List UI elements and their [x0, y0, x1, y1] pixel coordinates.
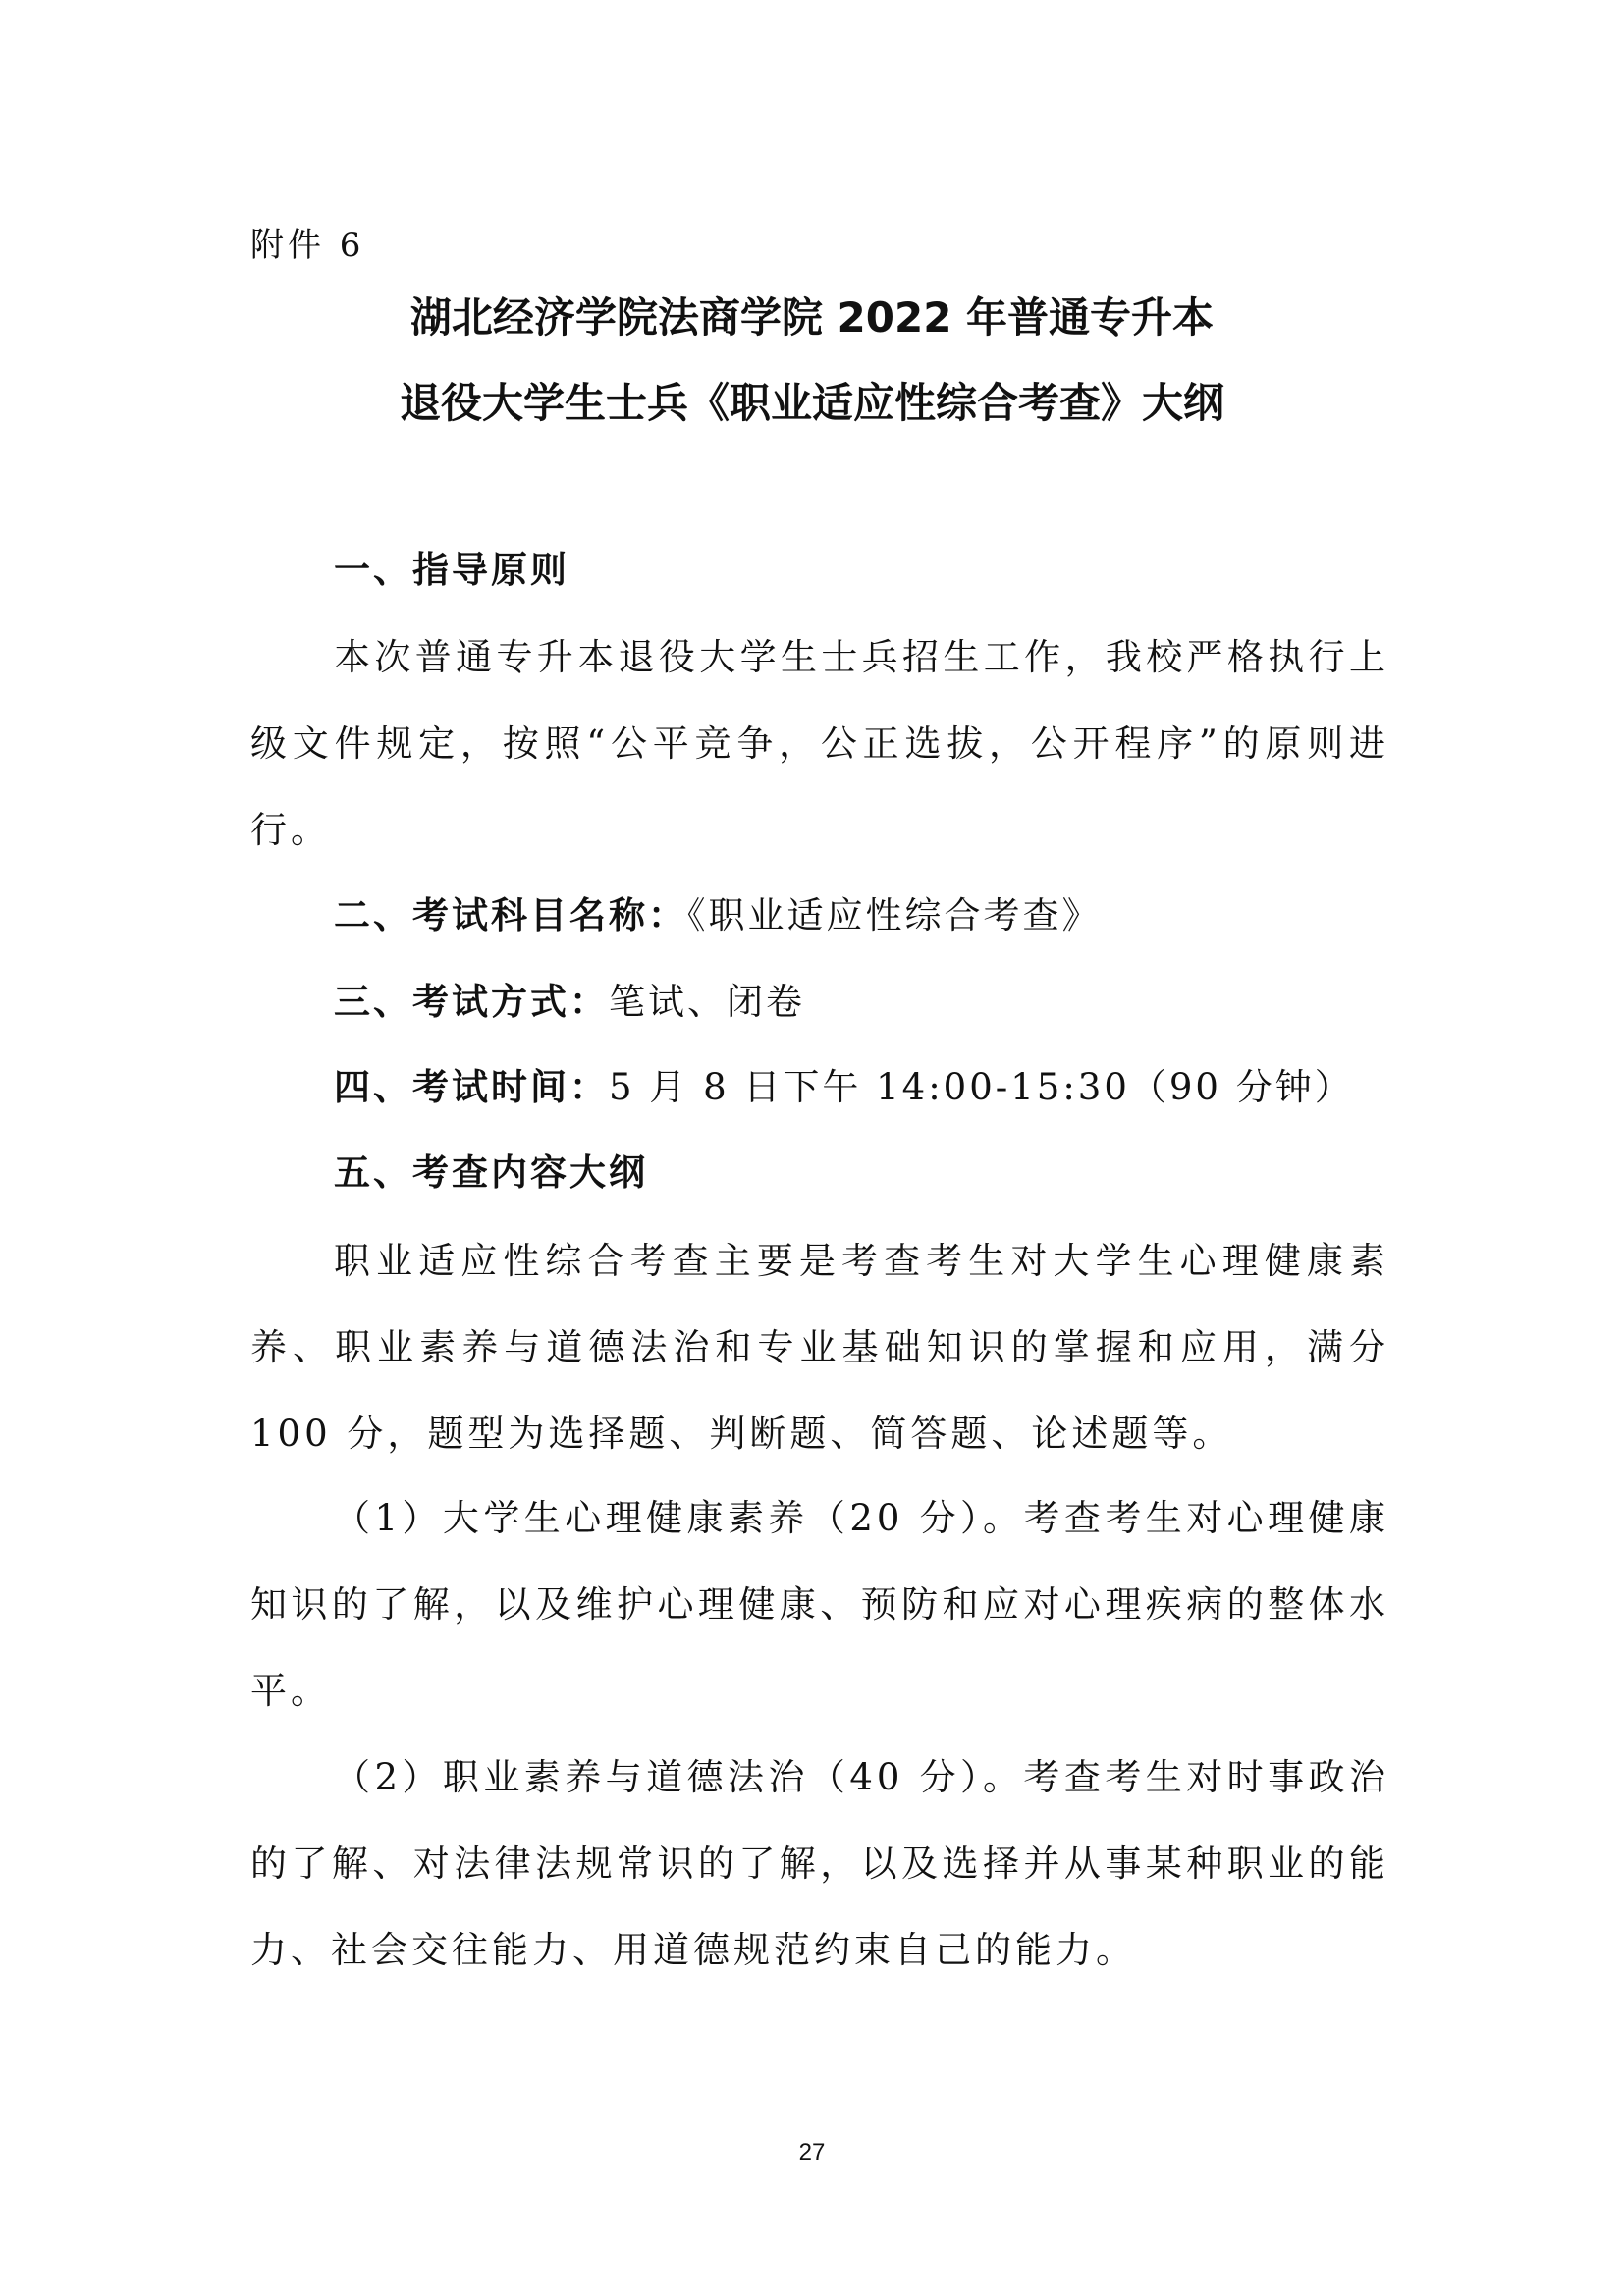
paragraph-item-2: （2）职业素养与道德法治（40 分）。考查考生对时事政治的了解、对法律法规常识的了解，以及选择并从事某种职业的能力、社会交往能力、用道德规范约束自己的能力。 — [250, 1756, 1389, 1971]
section-heading-5: 五、考查内容大纲 — [334, 1151, 648, 1194]
document-title-line-1: 湖北经济学院法商学院 2022 年普通专升本 — [409, 294, 1215, 342]
document-title-line-2: 退役大学生士兵《职业适应性综合考查》大纲 — [399, 379, 1224, 427]
section-exam-method — [334, 975, 805, 1030]
page-number: 27 — [798, 2139, 826, 2165]
exam-method-value: 笔试、闭卷 — [609, 981, 805, 1023]
paragraph-outline-intro: 职业适应性综合考查主要是考查考生对大学生心理健康素养、职业素养与道德法治和专业基础知识的掌握和应用，满分 100 分，题型为选择题、判断题、简答题、论述题等。 — [250, 1240, 1389, 1455]
section-heading-2: 二、考试科目名称： — [334, 894, 687, 936]
section-exam-subject — [334, 888, 1102, 943]
exam-time-value: 5 月 8 日下午 14:00-15:30（90 分钟） — [609, 1066, 1354, 1108]
section-heading-3: 三、考试方式： — [334, 981, 609, 1023]
section-heading-1: 一、指导原则 — [334, 549, 569, 591]
paragraph-item-1: （1）大学生心理健康素养（20 分）。考查考生对心理健康知识的了解，以及维护心理健康、预防和应对心理疾病的整体水平。 — [250, 1497, 1389, 1712]
section-exam-time — [334, 1060, 1354, 1115]
attachment-label: 附件 6 — [250, 226, 365, 265]
exam-subject-value: 《职业适应性综合考查》 — [687, 894, 1102, 936]
paragraph-guiding-principle: 本次普通专升本退役大学生士兵招生工作，我校严格执行上级文件规定，按照“公平竞争，公正选拔，公开程序”的原则进行。 — [250, 636, 1389, 851]
section-heading-4: 四、考试时间： — [334, 1066, 609, 1108]
